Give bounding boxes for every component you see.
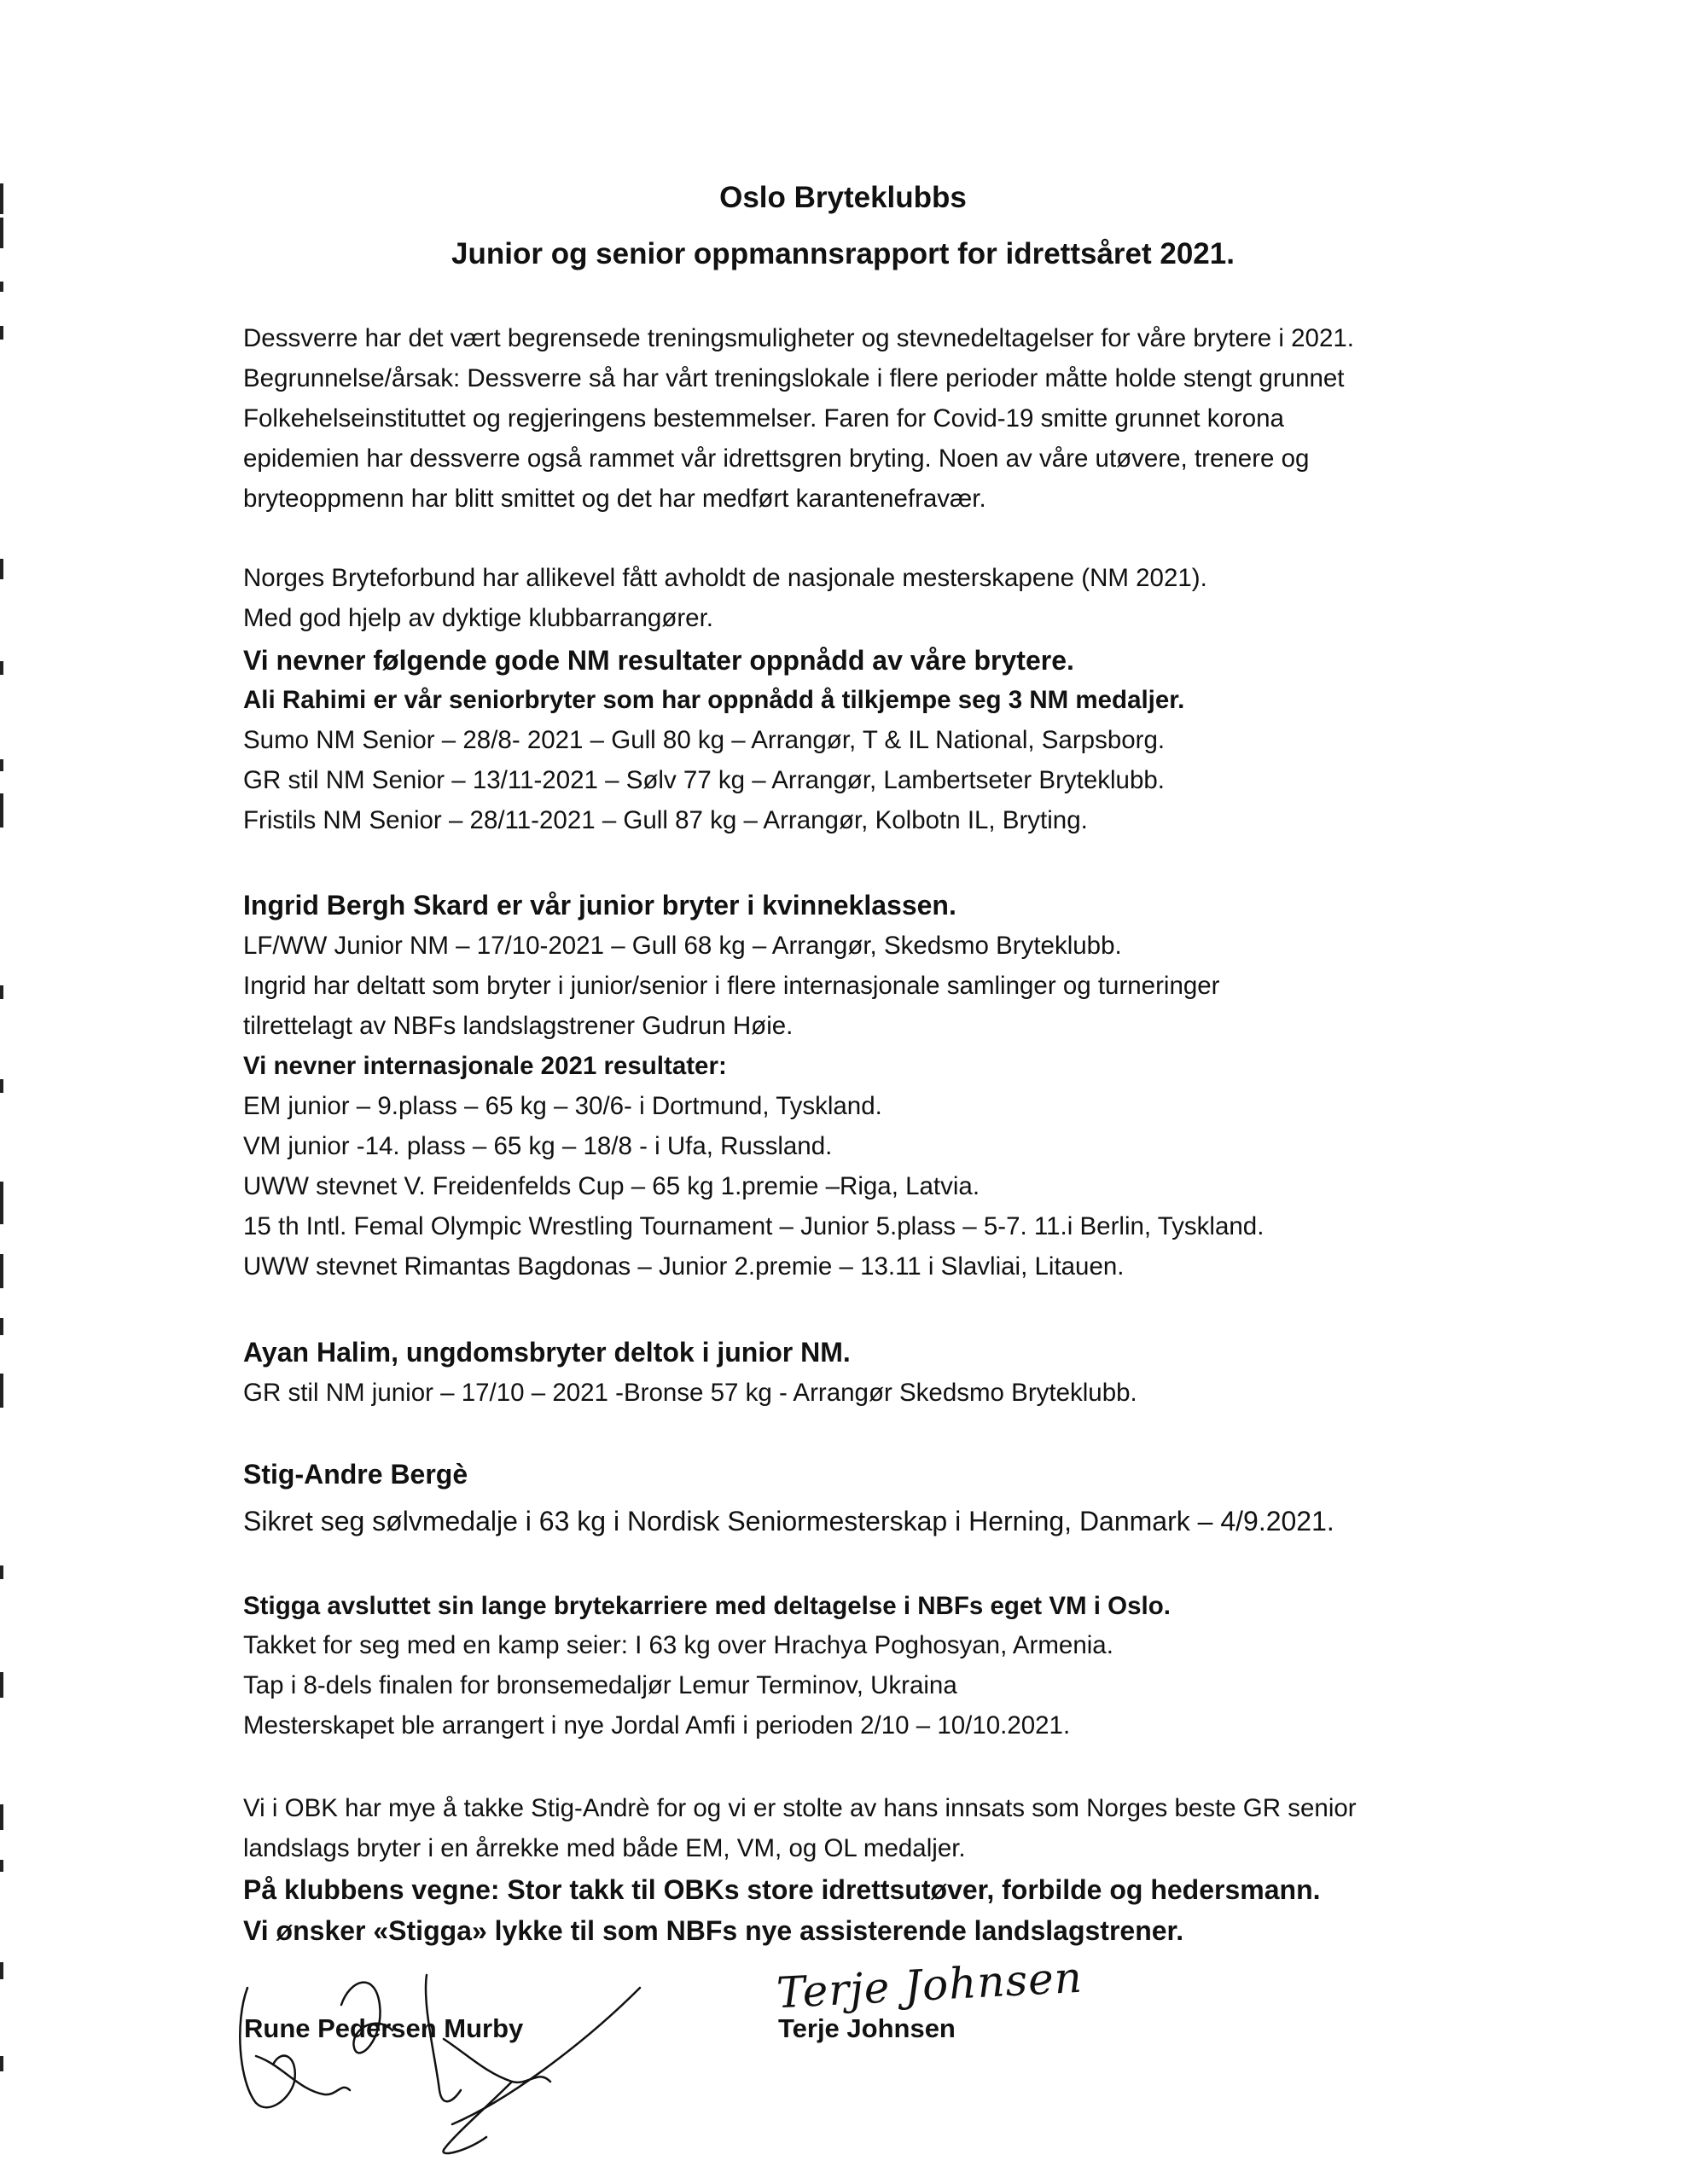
nm-heading: Vi nevner følgende gode NM resultater oppnådd av våre brytere. xyxy=(243,645,1074,676)
stig-result: Sikret seg sølvmedalje i 63 kg i Nordisk Seniormesterskap i Herning, Danmark – 4/9.2021. xyxy=(243,1506,1334,1536)
scan-mark xyxy=(0,559,3,579)
right-signature-script: Terje Johnsen xyxy=(775,1952,1084,2018)
right-signature-name: Terje Johnsen xyxy=(778,2013,956,2043)
scan-mark xyxy=(0,1182,3,1224)
scan-mark xyxy=(0,1254,3,1288)
ali-result-line: GR stil NM Senior – 13/11-2021 – Sølv 77 kg – Arrangør, Lambertseter Bryteklubb. xyxy=(243,766,1165,794)
thanks-line: Vi i OBK har mye å takke Stig-Andrè for og vi er stolte av hans innsats som Norges beste GR senior xyxy=(243,1794,1357,1822)
left-signature-name: Rune Pedersen Murby xyxy=(244,2013,524,2043)
scan-mark xyxy=(0,1374,3,1408)
intro-line: Folkehelseinstituttet og regjeringens bestemmelser. Faren for Covid-19 smitte grunnet korona xyxy=(243,404,1284,433)
intl-heading: Vi nevner internasjonale 2021 resultater: xyxy=(243,1052,727,1080)
ingrid-heading: Ingrid Bergh Skard er vår junior bryter i kvinneklassen. xyxy=(243,890,956,921)
nm-intro-line: Norges Bryteforbund har allikevel fått avholdt de nasjonale mesterskapene (NM 2021). xyxy=(243,564,1207,592)
scan-mark xyxy=(0,793,3,828)
intl-result-line: 15 th Intl. Femal Olympic Wrestling Tournament – Junior 5.plass – 5-7. 11.i Berlin, Tyskland. xyxy=(243,1212,1264,1240)
scan-mark xyxy=(0,661,3,675)
ingrid-line: Ingrid har deltatt som bryter i junior/senior i flere internasjonale samlinger og turneringer xyxy=(243,972,1220,1000)
nm-intro-line: Med god hjelp av dyktige klubbarrangører. xyxy=(243,604,713,632)
ingrid-line: LF/WW Junior NM – 17/10-2021 – Gull 68 kg – Arrangør, Skedsmo Bryteklubb. xyxy=(243,932,1122,960)
scan-mark xyxy=(0,985,3,999)
stigga-line: Takket for seg med en kamp seier: I 63 kg over Hrachya Poghosyan, Armenia. xyxy=(243,1631,1113,1659)
scan-mark xyxy=(0,282,3,292)
scan-mark xyxy=(0,1672,3,1698)
stigga-line: Mesterskapet ble arrangert i nye Jordal Amfi i perioden 2/10 – 10/10.2021. xyxy=(243,1711,1071,1740)
intro-line: Begrunnelse/årsak: Dessverre så har vårt treningslokale i flere perioder måtte holde stengt grunnet xyxy=(243,364,1345,392)
closing-line: På klubbens vegne: Stor takk til OBKs store idrettsutøver, forbilde og hedersmann. xyxy=(243,1874,1321,1905)
scan-mark xyxy=(0,759,3,771)
document-title-line1: Oslo Bryteklubbs xyxy=(719,181,967,214)
intro-line: bryteoppmenn har blitt smittet og det har medført karantenefravær. xyxy=(243,485,986,513)
ayan-heading: Ayan Halim, ungdomsbryter deltok i junior NM. xyxy=(243,1337,851,1368)
ali-heading: Ali Rahimi er vår seniorbryter som har oppnådd å tilkjempe seg 3 NM medaljer. xyxy=(243,686,1185,714)
scan-mark xyxy=(0,1962,3,1979)
ali-result-line: Fristils NM Senior – 28/11-2021 – Gull 87 kg – Arrangør, Kolbotn IL, Bryting. xyxy=(243,806,1088,834)
intl-result-line: EM junior – 9.plass – 65 kg – 30/6- i Dortmund, Tyskland. xyxy=(243,1092,882,1120)
thanks-line: landslags bryter i en årrekke med både EM, VM, og OL medaljer. xyxy=(243,1834,966,1862)
scan-mark xyxy=(0,1804,3,1830)
scan-mark xyxy=(0,326,3,340)
closing-line: Vi ønsker «Stigga» lykke til som NBFs nye assisterende landslagstrener. xyxy=(243,1915,1184,1946)
ali-result-line: Sumo NM Senior – 28/8- 2021 – Gull 80 kg – Arrangør, T & IL National, Sarpsborg. xyxy=(243,726,1166,754)
ayan-result: GR stil NM junior – 17/10 – 2021 -Bronse 57 kg - Arrangør Skedsmo Bryteklubb. xyxy=(243,1379,1137,1407)
left-signature-drawing xyxy=(230,1954,674,2158)
scan-mark xyxy=(0,1860,3,1872)
scan-mark xyxy=(0,2056,3,2071)
intl-result-line: UWW stevnet Rimantas Bagdonas – Junior 2.premie – 13.11 i Slavliai, Litauen. xyxy=(243,1252,1125,1281)
stig-heading: Stig-Andre Bergè xyxy=(243,1459,468,1490)
stigga-line: Tap i 8-dels finalen for bronsemedaljør Lemur Terminov, Ukraina xyxy=(243,1671,957,1699)
intro-line: Dessverre har det vært begrensede treningsmuligheter og stevnedeltagelser for våre brytere i 2021. xyxy=(243,324,1354,352)
stigga-heading: Stigga avsluttet sin lange brytekarriere med deltagelse i NBFs eget VM i Oslo. xyxy=(243,1592,1171,1620)
intro-line: epidemien har dessverre også rammet vår idrettsgren bryting. Noen av våre utøvere, trenere og xyxy=(243,444,1310,473)
scan-mark xyxy=(0,1318,3,1335)
scan-mark xyxy=(0,1079,3,1093)
scan-mark xyxy=(0,1565,3,1579)
ingrid-line: tilrettelagt av NBFs landslagstrener Gudrun Høie. xyxy=(243,1012,794,1040)
document-title-line2: Junior og senior oppmannsrapport for idrettsåret 2021. xyxy=(451,237,1235,270)
intl-result-line: VM junior -14. plass – 65 kg – 18/8 - i Ufa, Russland. xyxy=(243,1132,833,1160)
intl-result-line: UWW stevnet V. Freidenfelds Cup – 65 kg 1.premie –Riga, Latvia. xyxy=(243,1172,980,1200)
